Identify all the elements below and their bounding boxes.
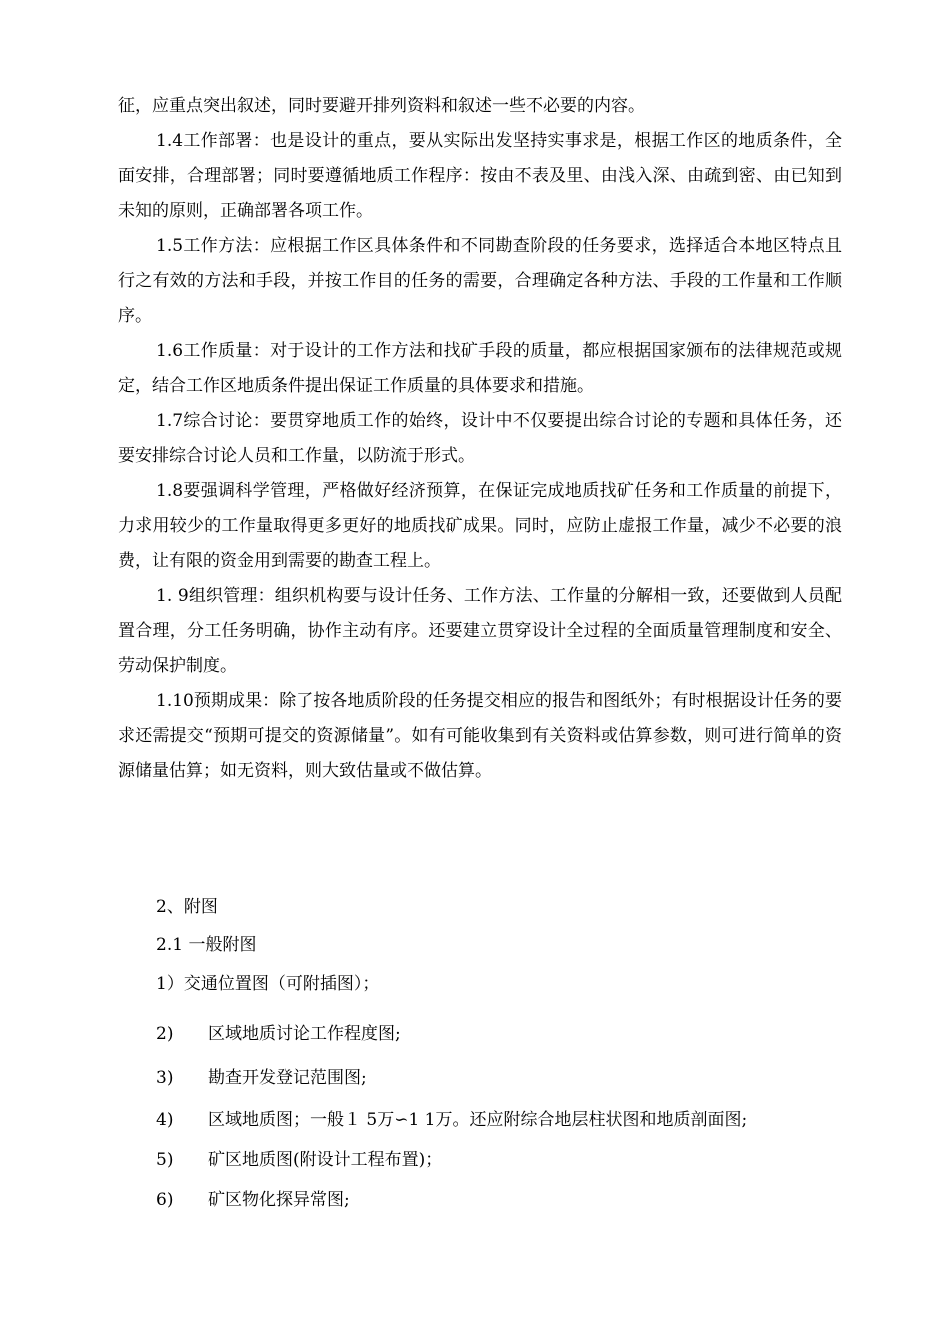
list-item-1: 1）交通位置图（可附插图）； (156, 974, 380, 994)
section-heading: 2、附图 (156, 897, 218, 917)
list-item-2 (156, 1022, 836, 1046)
list-item-number: 5) (156, 1150, 174, 1170)
list-item-4 (156, 1108, 836, 1132)
paragraph-1-5: 1.5工作方法：应根据工作区具体条件和不同勘查阶段的任务要求，选择适合本地区特点且行之有效的方法和手段，并按工作目的任务的需要，合理确定各种方法、手段的工作量和工作顺序。 (118, 236, 842, 326)
paragraph-1-7: 1.7综合讨论：要贯穿地质工作的始终，设计中不仅要提出综合讨论的专题和具体任务，还要安排综合讨论人员和工作量，以防流于形式。 (118, 411, 842, 466)
list-item-number: 6) (156, 1190, 174, 1210)
paragraph-1-4: 1.4工作部署：也是设计的重点，要从实际出发坚持实事求是，根据工作区的地质条件，全面安排，合理部署；同时要遵循地质工作程序：按由不表及里、由浅入深、由疏到密、由已知到未知的原则，正确部署各项工作。 (118, 131, 842, 221)
paragraph-continuation: 征，应重点突出叙述，同时要避开排列资料和叙述一些不必要的内容。 (118, 96, 645, 116)
body-text (118, 89, 842, 789)
list-item-number: 2) (156, 1024, 174, 1044)
paragraph-1-8: 1.8要强调科学管理，严格做好经济预算，在保证完成地质找矿任务和工作质量的前提下，力求用较少的工作量取得更多更好的地质找矿成果。同时，应防止虚报工作量，减少不必要的浪费，让有限的资金用到需要的勘查工程上。 (118, 481, 842, 571)
paragraph-1-9: 1. 9组织管理：组织机构要与设计任务、工作方法、工作量的分解相一致，还要做到人员配置合理，分工任务明确，协作主动有序。还要建立贯穿设计全过程的全面质量管理制度和安全、劳动保护制度。 (118, 586, 842, 676)
list-item-text: 矿区物化探异常图; (208, 1190, 350, 1210)
paragraph-1-6: 1.6工作质量：对于设计的工作方法和找矿手段的质量，都应根据国家颁布的法律规范或规定，结合工作区地质条件提出保证工作质量的具体要求和措施。 (118, 341, 842, 396)
list-item-number: 4) (156, 1110, 174, 1130)
subsection-heading: 2.1 一般附图 (156, 935, 257, 955)
list-item-text: 勘查开发登记范围图; (208, 1068, 367, 1088)
list-item-text: 区域地质图；一般１ 5万∽1 1万。还应附综合地层柱状图和地质剖面图; (208, 1110, 748, 1130)
list-item-5 (156, 1148, 836, 1172)
paragraph-1-10: 1.10预期成果：除了按各地质阶段的任务提交相应的报告和图纸外；有时根据设计任务的要求还需提交“预期可提交的资源储量”。如有可能收集到有关资料或估算参数，则可进行简单的资源储量估算；如无资料，则大致估量或不做估算。 (118, 691, 842, 781)
list-item-3 (156, 1066, 836, 1090)
list-item-number: 3) (156, 1068, 174, 1088)
list-item-6 (156, 1188, 836, 1212)
list-item-text: 区域地质讨论工作程度图; (208, 1024, 401, 1044)
list-item-text: 矿区地质图(附设计工程布置)； (208, 1150, 443, 1170)
